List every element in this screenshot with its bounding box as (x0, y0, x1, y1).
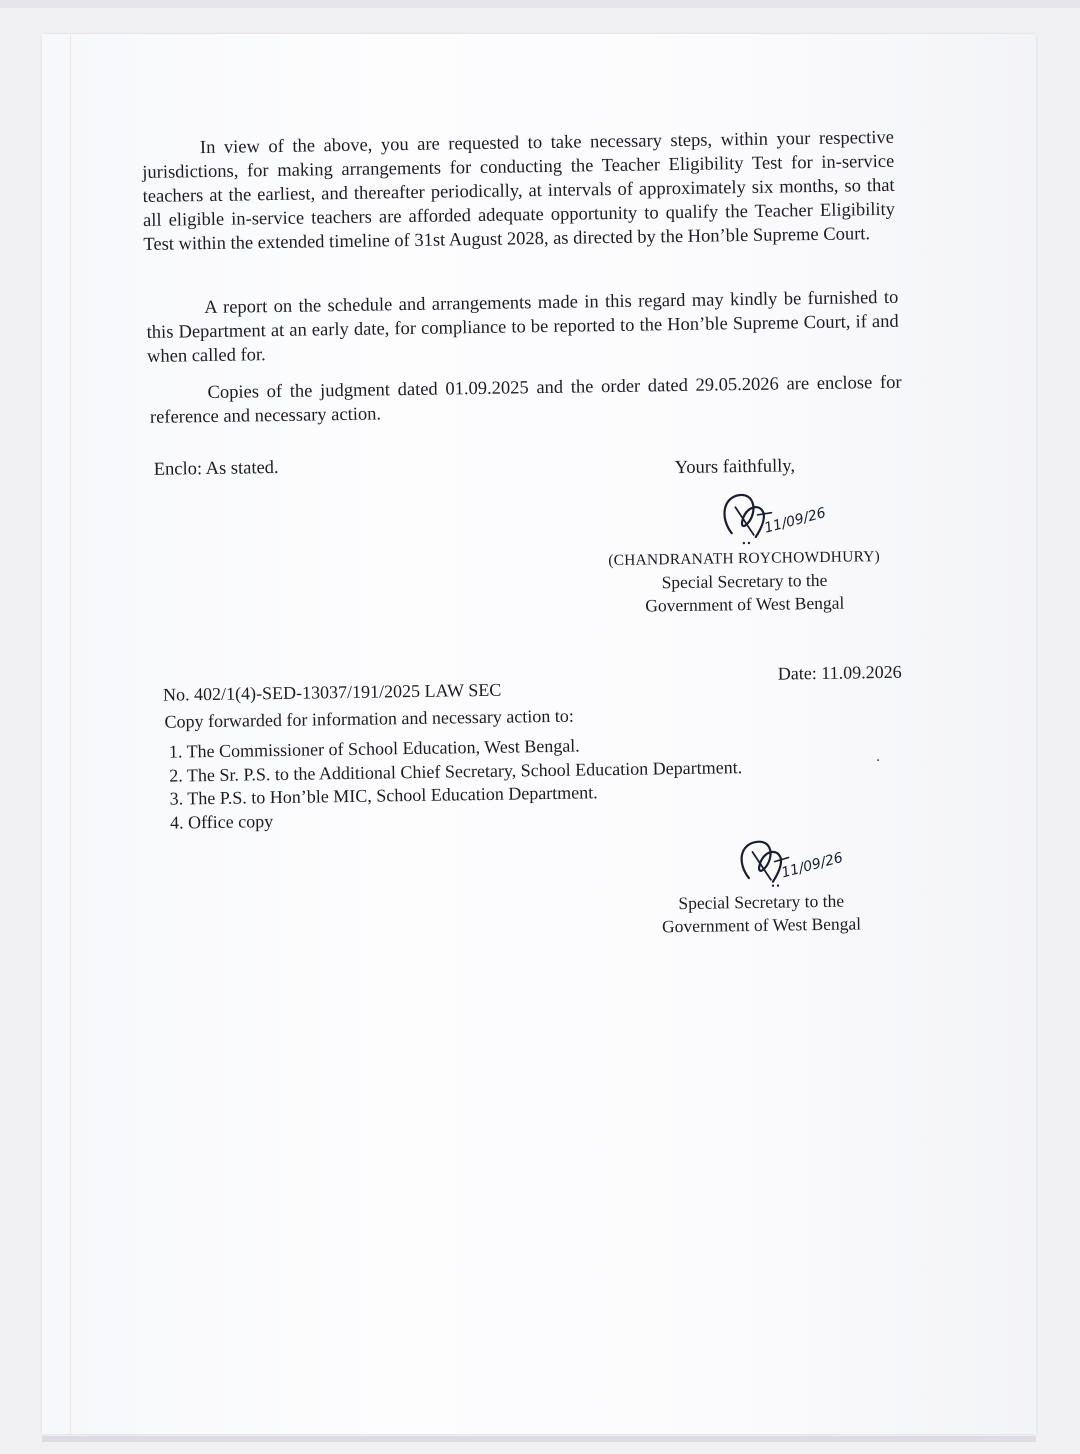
signature-date: 11/09/26 (762, 505, 828, 537)
closing-salutation: Yours faithfully, (674, 456, 796, 479)
paragraph-report: A report on the schedule and arrangements made in this regard may kindly be furnished to this Department at an early date, for compliance to be reported to the Hon’ble Supreme Court, if and when called for. (146, 287, 899, 367)
memo-signatory-designation: Special Secretary to the (678, 890, 845, 914)
signature-date: 11/09/26 (779, 849, 845, 882)
list-item: 1. The Commissioner of School Education, West Bengal. (168, 735, 580, 762)
list-item: 3. The P.S. to Hon’ble MIC, School Education Department. (169, 782, 598, 809)
paper-speck (877, 759, 879, 761)
memo-number: No. 402/1(4)-SED-13037/191/2025 LAW SEC (162, 679, 502, 705)
memo-signatory-office: Government of West Bengal (661, 913, 862, 937)
list-item: 4. Office copy (169, 810, 274, 833)
recipient-list (169, 732, 743, 834)
enclosure-note: Enclo: As stated. (153, 457, 279, 480)
paragraph-copies: Copies of the judgment dated 01.09.2025 and the order dated 29.05.2026 are enclose for reference and necessary action. (149, 372, 902, 428)
handwritten-signature (713, 485, 854, 553)
signatory-designation: Special Secretary to the (661, 569, 828, 593)
signatory-office: Government of West Bengal (645, 592, 845, 616)
memo-date: Date: 11.09.2026 (777, 661, 902, 684)
memo-signatory-block (641, 889, 882, 939)
copy-forward-intro: Copy forwarded for information and necessary action to: (164, 705, 574, 732)
signatory-block (594, 545, 895, 618)
list-item: 2. The Sr. P.S. to the Additional Chief Secretary, School Education Department. (169, 756, 743, 786)
paragraph-arrangements: In view of the above, you are requested to take necessary steps, within your respective jurisdictions, for making arrangements for conducting the Teacher Eligibility Test for in-service teachers at the earliest, and thereafter periodically, at intervals of approximately six months, so that all eligible in-service teachers are afforded adequate opportunity to qualify the Teacher Eligibility Test within the extended timeline of 31st August 2028, as directed by the Hon’ble Supreme Court. (142, 127, 896, 255)
signatory-name: (CHANDRANATH ROYCHOWDHURY) (608, 548, 881, 570)
